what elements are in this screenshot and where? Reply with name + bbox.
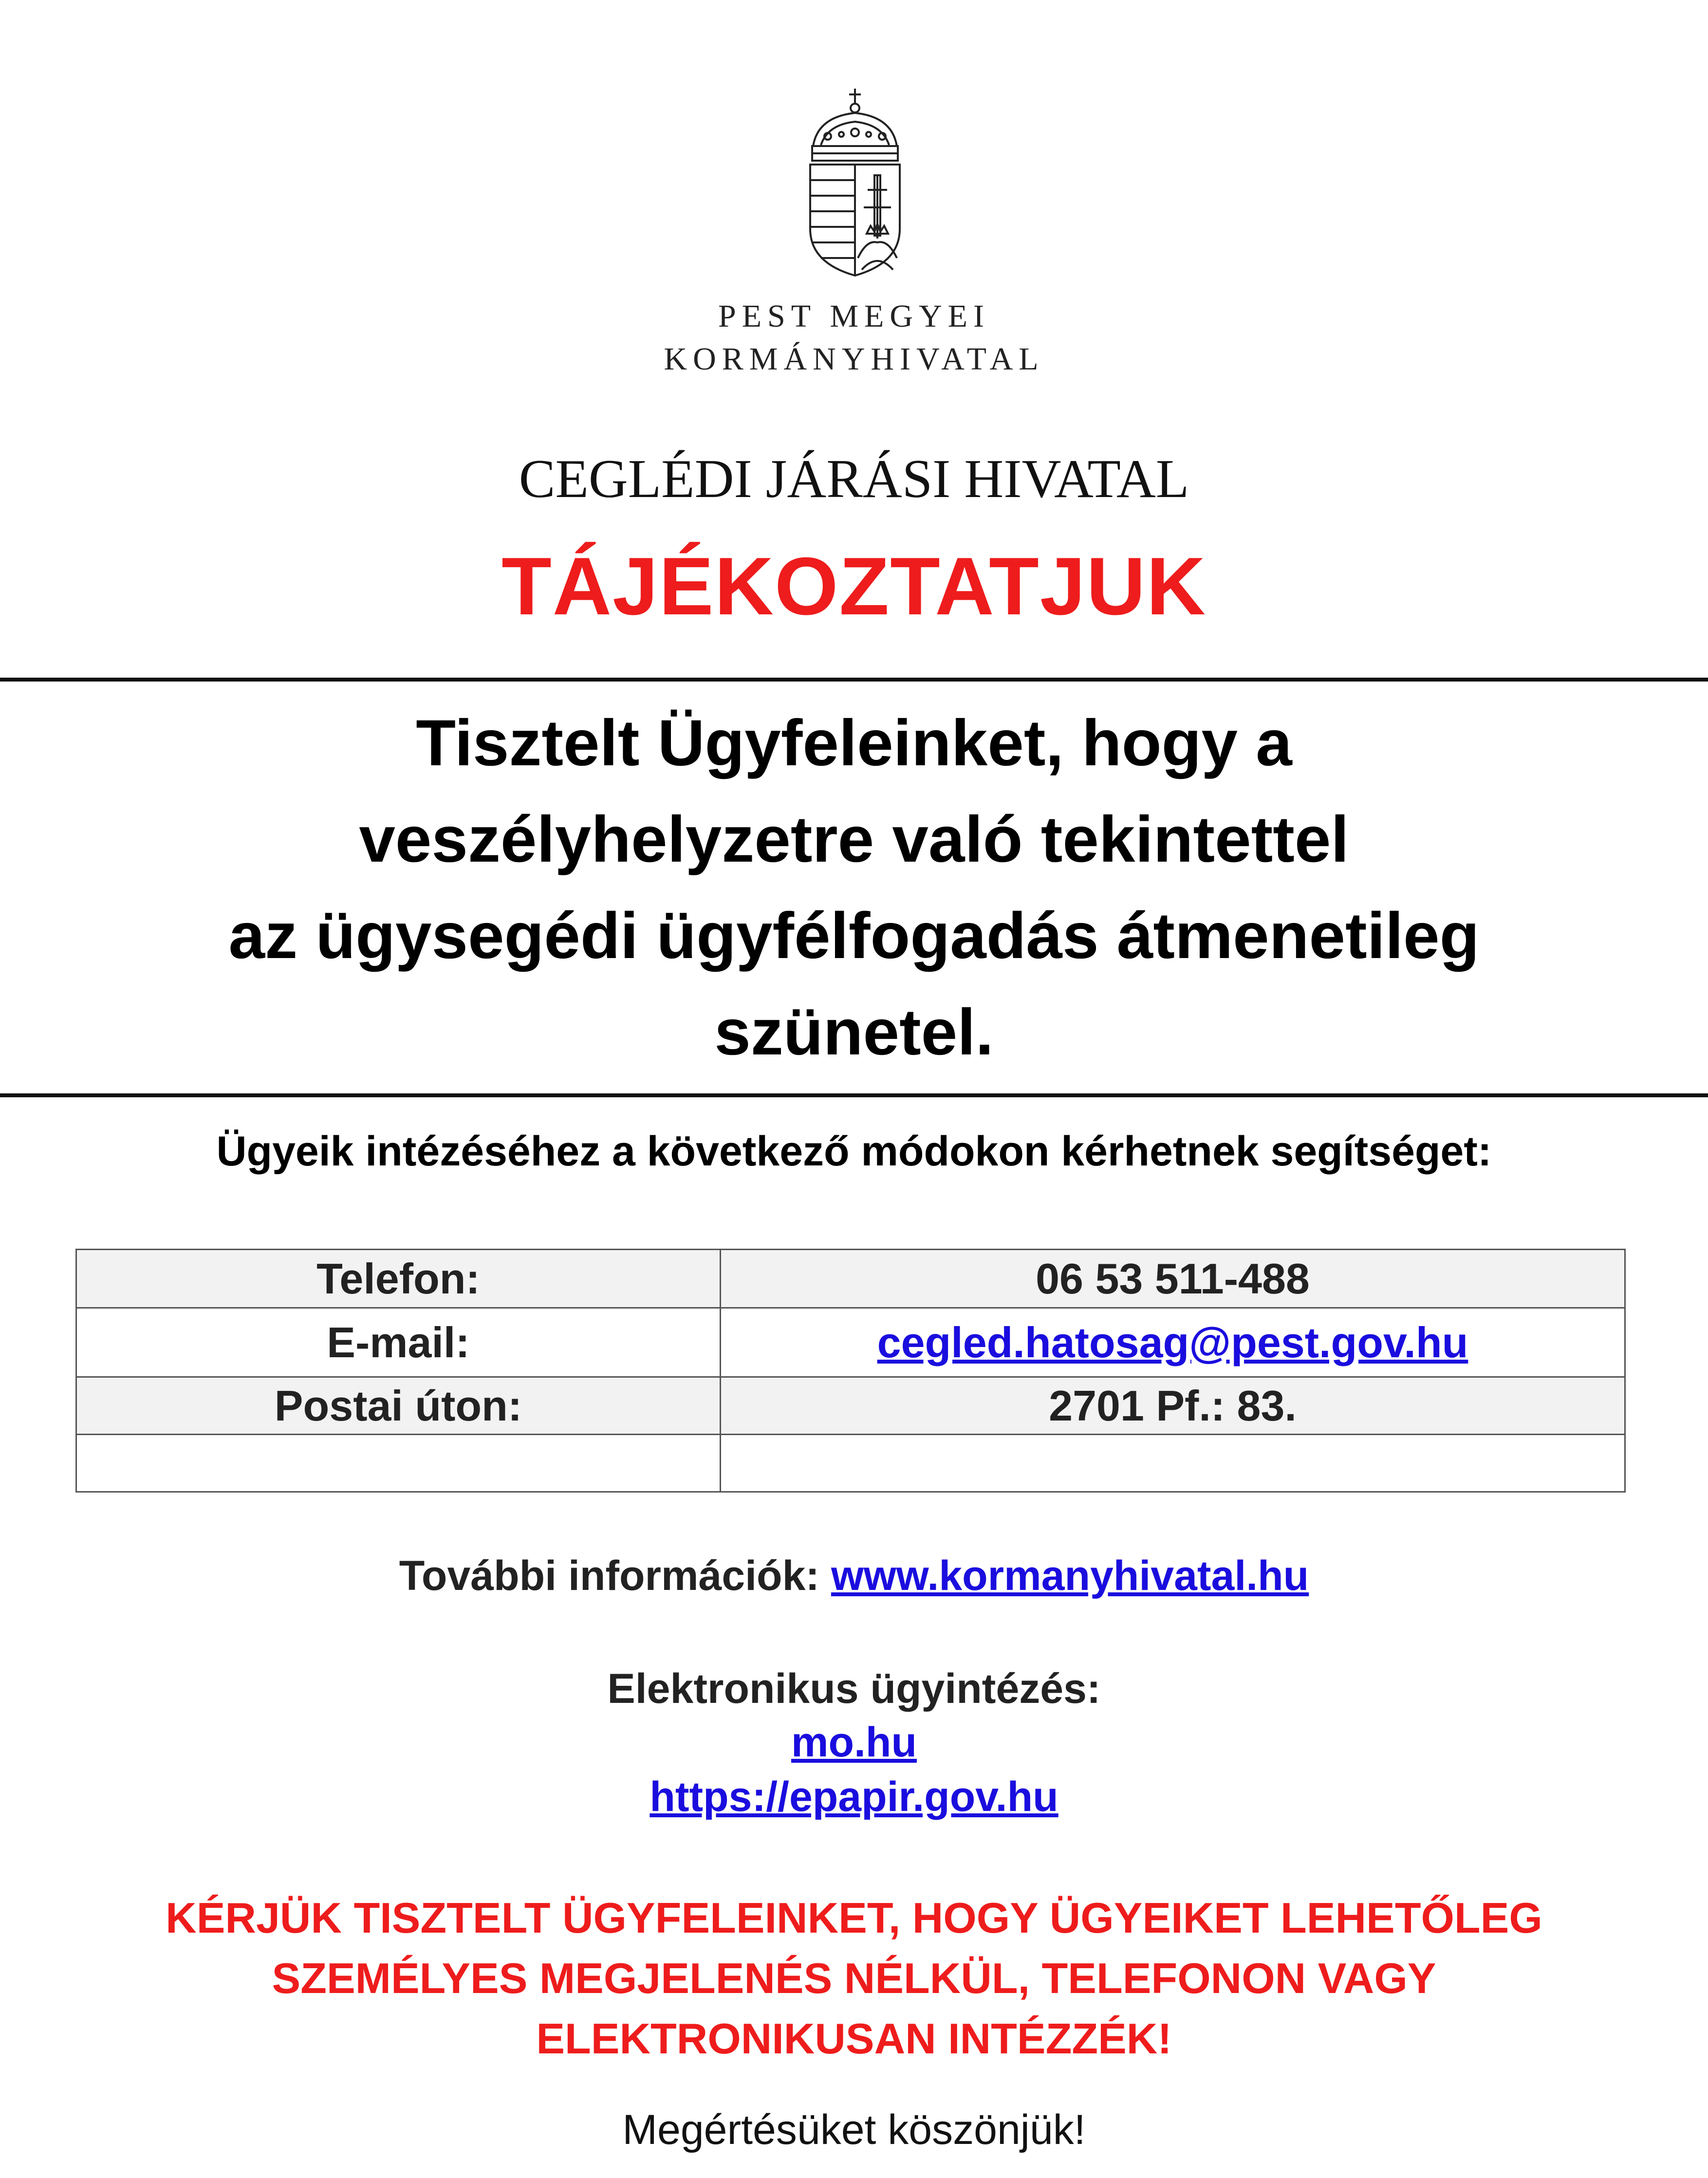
contact-table [75,1249,1626,1493]
org-name-line2: KORMÁNYHIVATAL [664,341,1044,377]
warning-line: SZEMÉLYES MEGJELENÉS NÉLKÜL, TELEFONON VAGY [272,1954,1436,2002]
warning-line: KÉRJÜK TISZTELT ÜGYFELEINKET, HOGY ÜGYEIKET LEHETŐLEG [166,1894,1542,1942]
notice-title: TÁJÉKOZTATJUK [501,540,1207,632]
empty-cell [721,1435,1625,1492]
table-row [76,1377,1625,1435]
contact-value-post: 2701 Pf.: 83. [721,1377,1625,1435]
main-message-line: szünetel. [714,996,994,1069]
contact-label-phone: Telefon: [76,1250,721,1308]
main-message [0,695,1708,1081]
empty-cell [76,1435,721,1492]
main-message-line: veszélyhelyzetre való tekintettel [359,803,1349,876]
coat-of-arms-icon [803,88,907,277]
epapir-link[interactable]: https://epapir.gov.hu [650,1773,1058,1820]
org-name-line1: PEST MEGYEI [718,298,990,334]
table-row [76,1250,1625,1308]
contact-label-email: E-mail: [76,1308,721,1377]
contact-value-phone: 06 53 511-488 [721,1250,1625,1308]
more-info-label: További információk: [399,1552,831,1599]
email-link[interactable]: cegled.hatosag@pest.gov.hu [877,1318,1468,1366]
more-info [0,1552,1708,1600]
table-row [76,1435,1625,1492]
office-name: CEGLÉDI JÁRÁSI HIVATAL [519,449,1189,509]
kormanyhivatal-link[interactable]: www.kormanyhivatal.hu [831,1552,1309,1599]
thanks-message: Megértésüket köszönjük! [622,2106,1086,2153]
warning-line: ELEKTRONIKUSAN INTÉZZÉK! [536,2014,1172,2063]
main-message-line: az ügysegédi ügyfélfogadás átmenetileg [228,900,1480,972]
contact-value-email-cell [721,1308,1625,1377]
eservice-label: Elektronikus ügyintézés: [607,1665,1101,1712]
help-intro: Ügyeik intézéséhez a következő módokon kérhetnek segítséget: [216,1128,1492,1175]
table-row [76,1308,1625,1377]
divider [0,678,1708,682]
divider [0,1093,1708,1097]
warning-message [0,1888,1708,2069]
main-message-line: Tisztelt Ügyfeleinket, hogy a [416,707,1292,779]
contact-label-post: Postai úton: [76,1377,721,1435]
mohu-link[interactable]: mo.hu [791,1719,917,1766]
